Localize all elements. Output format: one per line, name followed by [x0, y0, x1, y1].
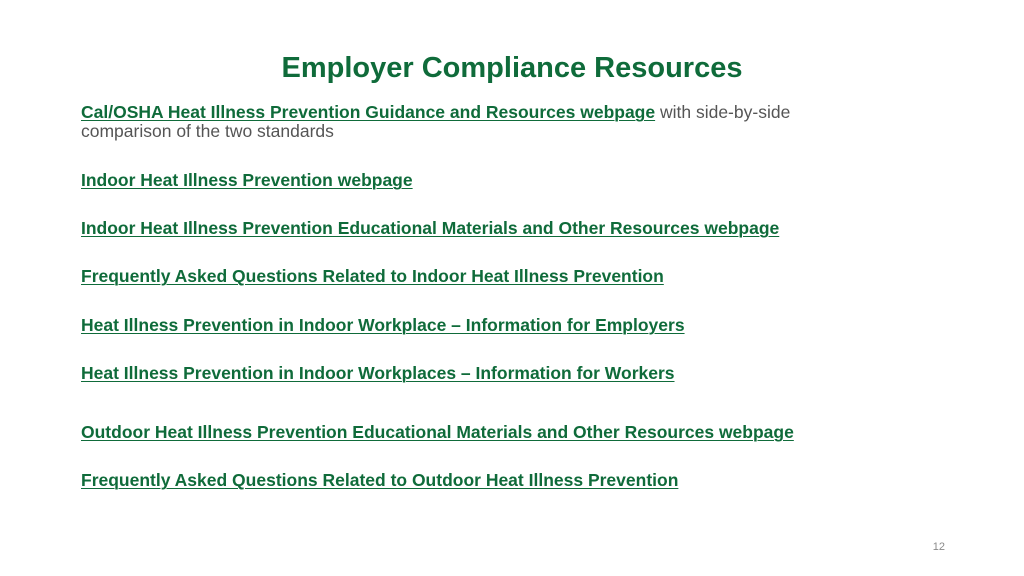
- resource-item-guidance: [81, 102, 790, 122]
- resource-item-info-employers: [81, 315, 685, 335]
- indoor-webpage-link[interactable]: Indoor Heat Illness Prevention webpage: [81, 170, 413, 190]
- slide-title: Employer Compliance Resources: [281, 52, 743, 84]
- info-workers-link[interactable]: Heat Illness Prevention in Indoor Workplaces – Information for Workers: [81, 363, 675, 383]
- resource-item-outdoor-materials: [81, 422, 794, 442]
- outdoor-faq-link[interactable]: Frequently Asked Questions Related to Outdoor Heat Illness Prevention: [81, 470, 679, 490]
- resource-item-outdoor-faq: [81, 470, 678, 490]
- indoor-materials-link[interactable]: Indoor Heat Illness Prevention Educational Materials and Other Resources webpage: [81, 218, 780, 238]
- guidance-description: with side-by-side: [655, 102, 791, 122]
- page-number: 12: [932, 541, 945, 553]
- resource-item-indoor-faq: [81, 266, 664, 286]
- guidance-resources-link[interactable]: Cal/OSHA Heat Illness Prevention Guidance and Resources webpage: [81, 102, 656, 122]
- indoor-faq-link[interactable]: Frequently Asked Questions Related to Indoor Heat Illness Prevention: [81, 266, 664, 286]
- outdoor-materials-link[interactable]: Outdoor Heat Illness Prevention Educational Materials and Other Resources webpage: [81, 422, 794, 442]
- info-employers-link[interactable]: Heat Illness Prevention in Indoor Workplace – Information for Employers: [81, 315, 685, 335]
- resource-item-indoor-webpage: [81, 170, 413, 190]
- resource-item-indoor-materials: [81, 218, 779, 238]
- resource-item-info-workers: [81, 363, 675, 383]
- guidance-description-continuation: comparison of the two standards: [81, 121, 334, 141]
